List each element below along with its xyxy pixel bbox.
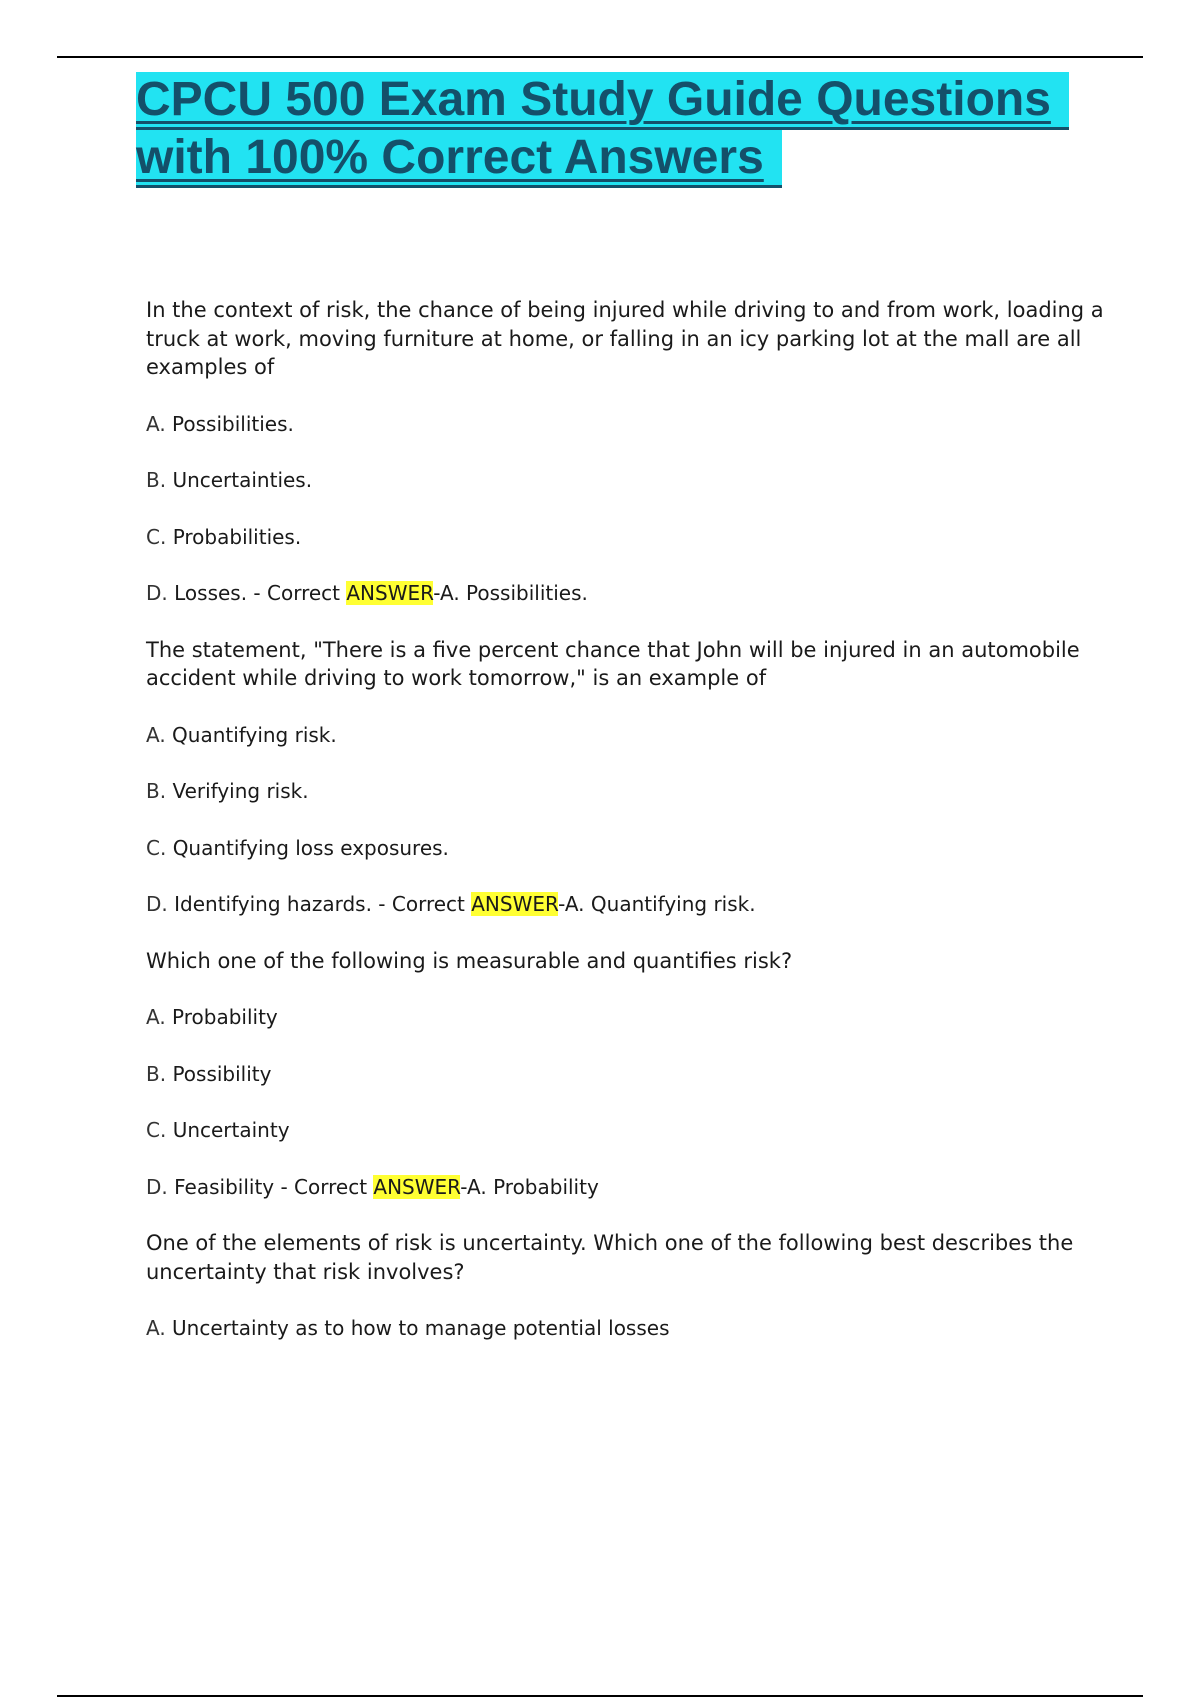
- answer-option-with-key: D. Identifying hazards. - Correct ANSWER-A. Quantifying risk.: [146, 892, 756, 916]
- question-block: [146, 636, 1126, 919]
- question-prompt: The statement, "There is a five percent chance that John will be injured in an automobile accident while driving to work tomorrow," is an example of: [146, 637, 1080, 690]
- title-line-2: with 100% Correct Answers: [136, 130, 782, 188]
- top-rule: [57, 56, 1143, 58]
- answer-option: A. Quantifying risk.: [146, 722, 337, 747]
- question-prompt: In the context of risk, the chance of being injured while driving to and from work, loading a truck at work, moving furniture at home, or falling in an icy parking lot at the mall are all examples of: [146, 298, 1104, 379]
- question-prompt: One of the elements of risk is uncertainty. Which one of the following best describes the uncertainty that risk involves?: [146, 1231, 1074, 1284]
- answer-option: B. Possibility: [146, 1061, 272, 1086]
- document-title: [136, 72, 1096, 188]
- answer-option-with-key: D. Feasibility - Correct ANSWER-A. Probability: [146, 1174, 599, 1199]
- answer-highlight: ANSWER: [471, 892, 559, 916]
- answer-highlight: ANSWER: [346, 581, 434, 605]
- answer-option: C. Probabilities.: [146, 524, 302, 549]
- answer-option: A. Possibilities.: [146, 411, 294, 436]
- question-block: [146, 1229, 1126, 1343]
- answer-highlight: ANSWER: [373, 1174, 461, 1199]
- answer-option: C. Quantifying loss exposures.: [146, 835, 449, 860]
- question-block: [146, 947, 1126, 1202]
- answer-option: B. Verifying risk.: [146, 779, 309, 803]
- question-list: [146, 296, 1126, 1371]
- question-prompt: Which one of the following is measurable and quantifies risk?: [146, 948, 793, 973]
- title-line-1: CPCU 500 Exam Study Guide Questions: [136, 72, 1069, 130]
- bottom-rule: [57, 1695, 1143, 1697]
- answer-option-with-key: D. Losses. - Correct ANSWER-A. Possibilities.: [146, 581, 588, 605]
- answer-option: C. Uncertainty: [146, 1118, 290, 1142]
- question-block: [146, 296, 1126, 608]
- answer-option: A. Uncertainty as to how to manage potential losses: [146, 1316, 670, 1340]
- answer-option: B. Uncertainties.: [146, 468, 313, 492]
- answer-option: A. Probability: [146, 1005, 278, 1029]
